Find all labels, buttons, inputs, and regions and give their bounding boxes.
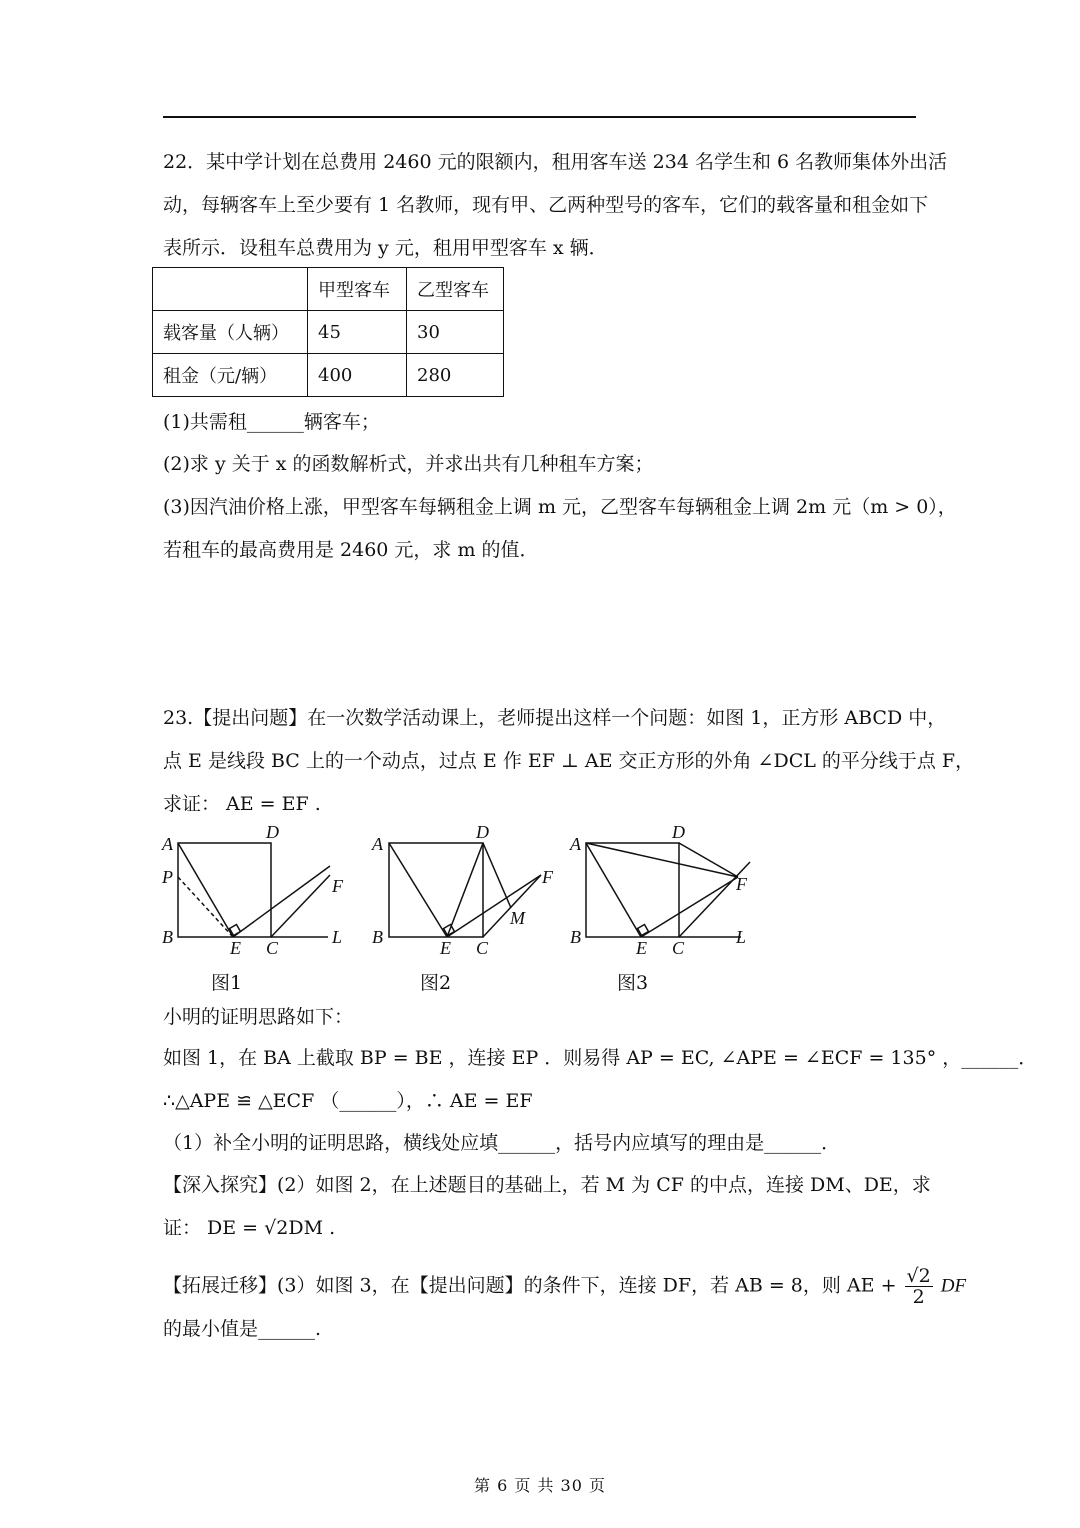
table-row bbox=[153, 311, 504, 354]
table-cell: 400 bbox=[308, 354, 407, 397]
figure-1-caption: 图1 bbox=[211, 972, 243, 994]
proof-line1: 如图 1，在 BA 上截取 BP = BE ，连接 EP ．则易得 AP = EC, ∠APE = ∠ECF = 135° ，______． bbox=[163, 1047, 1038, 1069]
q23-line3: 求证： AE = EF . bbox=[163, 793, 321, 815]
table-header-row bbox=[153, 268, 504, 311]
fraction-denominator: 2 bbox=[912, 1286, 925, 1308]
sub3-df: DF bbox=[940, 1275, 967, 1297]
figure-2 bbox=[368, 820, 568, 960]
point-label: C bbox=[672, 938, 685, 958]
q22-part1: (1)共需租______辆客车； bbox=[163, 411, 380, 433]
q22-part3-line2: 若租车的最高费用是 2460 元，求 m 的值． bbox=[163, 539, 539, 561]
q23-sub1: （1）补全小明的证明思路，横线处应填______，括号内应填写的理由是______． bbox=[163, 1132, 841, 1154]
point-label: B bbox=[570, 927, 581, 947]
page-footer: 第 6 页 共 30 页 bbox=[474, 1476, 606, 1495]
q23-line2: 点 E 是线段 BC 上的一个动点，过点 E 作 EF ⊥ AE 交正方形的外角 ∠DCL 的平分线于点 F， bbox=[163, 750, 975, 772]
point-label: C bbox=[266, 938, 279, 958]
q22-part3-line1: (3)因汽油价格上涨，甲型客车每辆租金上调 m 元，乙型客车每辆租金上调 2m 元（m > 0）， bbox=[163, 496, 957, 518]
point-label: A bbox=[372, 834, 383, 854]
point-label: E bbox=[636, 938, 647, 958]
proof-line2: ∴△APE ≌ △ECF （______），∴ AE = EF bbox=[163, 1090, 533, 1112]
point-label: M bbox=[510, 908, 525, 928]
q22-part2: (2)求 y 关于 x 的函数解析式，并求出共有几种租车方案； bbox=[163, 453, 654, 475]
point-label: A bbox=[162, 834, 173, 854]
fraction-numerator: √2 bbox=[906, 1265, 931, 1287]
table-cell: 租金（元/辆） bbox=[153, 354, 308, 397]
sqrt2-over-2-fraction bbox=[905, 1266, 933, 1307]
table-cell: 乙型客车 bbox=[407, 268, 504, 311]
sub3-text: 【拓展迁移】(3）如图 3，在【提出问题】的条件下，连接 DF，若 AB = 8，则 AE + bbox=[163, 1274, 897, 1297]
table-row bbox=[153, 354, 504, 397]
point-label: B bbox=[162, 927, 173, 947]
point-label: E bbox=[230, 938, 241, 958]
rental-table bbox=[152, 267, 504, 397]
table-cell: 甲型客车 bbox=[308, 268, 407, 311]
header-rule bbox=[163, 116, 916, 118]
q23-sub3-line2: 的最小值是______. bbox=[163, 1318, 322, 1340]
q23-sub3-line1 bbox=[163, 1266, 966, 1307]
table-cell: 载客量（人辆） bbox=[153, 311, 308, 354]
table-cell: 45 bbox=[308, 311, 407, 354]
table-cell: 30 bbox=[407, 311, 504, 354]
point-label: F bbox=[332, 876, 343, 896]
figure-3-caption: 图3 bbox=[617, 972, 649, 994]
q22-line2: 动，每辆客车上至少要有 1 名教师，现有甲、乙两种型号的客车，它们的载客量和租金如下 bbox=[163, 194, 929, 216]
q22-line1: 22．某中学计划在总费用 2460 元的限额内，租用客车送 234 名学生和 6 名教师集体外出活 bbox=[163, 151, 948, 173]
q23-sub2-line2: 证： DE = √2DM . bbox=[163, 1217, 336, 1239]
figure-2-caption: 图2 bbox=[420, 972, 452, 994]
proof-intro: 小明的证明思路如下： bbox=[163, 1006, 354, 1028]
point-label: D bbox=[476, 822, 489, 842]
q23-sub2-line1: 【深入探究】(2）如图 2，在上述题目的基础上，若 M 为 CF 的中点，连接 DM、DE，求 bbox=[163, 1174, 931, 1196]
figure-1 bbox=[158, 820, 358, 960]
point-label: F bbox=[736, 874, 747, 894]
table-cell: 280 bbox=[407, 354, 504, 397]
q22-line3: 表所示．设租车总费用为 y 元，租用甲型客车 x 辆． bbox=[163, 237, 608, 259]
point-label: D bbox=[266, 822, 279, 842]
table-cell bbox=[153, 268, 308, 311]
point-label: L bbox=[332, 927, 343, 947]
point-label: C bbox=[476, 938, 489, 958]
point-label: P bbox=[162, 867, 173, 887]
point-label: E bbox=[440, 938, 451, 958]
point-label: A bbox=[570, 834, 581, 854]
figure-3 bbox=[566, 820, 766, 960]
point-label: B bbox=[372, 927, 383, 947]
point-label: F bbox=[542, 867, 553, 887]
point-label: L bbox=[736, 927, 747, 947]
point-label: D bbox=[672, 822, 685, 842]
q23-line1: 23.【提出问题】在一次数学活动课上，老师提出这样一个问题：如图 1，正方形 ABCD 中， bbox=[163, 707, 947, 729]
